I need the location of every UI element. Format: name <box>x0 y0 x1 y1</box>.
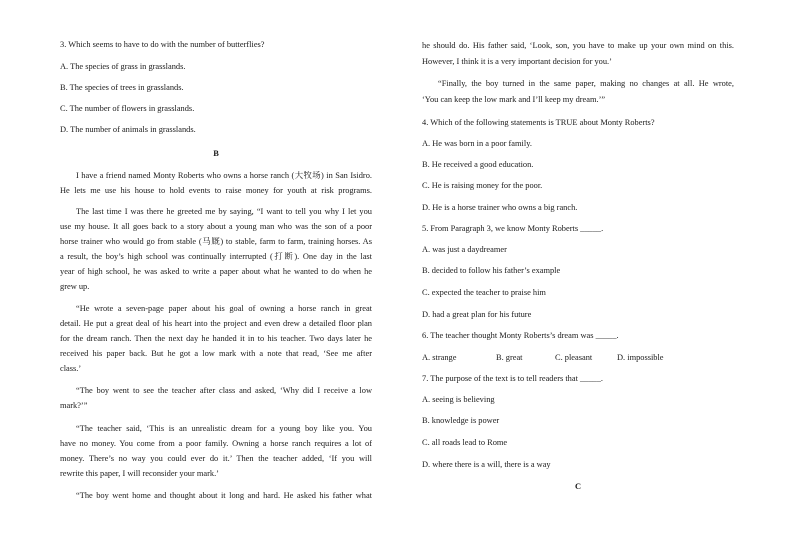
paragraph-3-line: detail. He put a great deal of his heart into the project and even drew a detailed floor plan <box>60 319 372 328</box>
question-5-option-a: A. was just a daydreamer <box>422 245 507 254</box>
question-7-option-d: D. where there is a will, there is a way <box>422 460 551 469</box>
paragraph-7-line: ‘You can keep the low mark and I’ll keep my dream.’” <box>422 95 606 104</box>
question-3-option-a: A. The species of grass in grasslands. <box>60 62 186 71</box>
paragraph-2-line: The last time I was there he greeted me by saying, “I want to tell you why I let you <box>76 207 372 216</box>
question-5-stem: 5. From Paragraph 3, we know Monty Roberts _____. <box>422 224 604 233</box>
question-4-stem: 4. Which of the following statements is TRUE about Monty Roberts? <box>422 118 655 127</box>
paragraph-3-line: received his paper back. But he got a low mark with a note that read, ‘See me after <box>60 349 372 358</box>
paragraph-4-line: “The boy went to see the teacher after class and asked, ‘Why did I receive a low <box>76 386 372 395</box>
paragraph-1-line: I have a friend named Monty Roberts who owns a horse ranch (大牧场) in San Isidro. <box>76 171 372 180</box>
paragraph-1-line: He lets me use his house to hold events to raise money for youth at risk programs. <box>60 186 372 195</box>
question-7-option-b: B. knowledge is power <box>422 416 500 425</box>
question-6-option-d: D. impossible <box>617 353 664 362</box>
question-4-option-b: B. He received a good education. <box>422 160 534 169</box>
question-7-option-a: A. seeing is believing <box>422 395 495 404</box>
question-4-option-c: C. He is raising money for the poor. <box>422 181 543 190</box>
paragraph-6-continued-line: he should do. His father said, ‘Look, son, you have to make up your own mind on this. <box>422 41 734 50</box>
paragraph-5-line: money. There’s no way you could ever do it.’ Then the teacher added, ‘If you will <box>60 454 372 463</box>
paragraph-2-line: use my house. It all goes back to a story about a young man who was the son of a poor <box>60 222 372 231</box>
question-4-option-a: A. He was born in a poor family. <box>422 139 532 148</box>
question-3-stem: 3. Which seems to have to do with the number of butterflies? <box>60 40 265 49</box>
paragraph-2-line: grew up. <box>60 282 90 291</box>
question-3-option-c: C. The number of flowers in grasslands. <box>60 104 195 113</box>
paragraph-6-continued-line: However, I think it is a very important decision for you.’ <box>422 57 612 66</box>
question-5-option-c: C. expected the teacher to praise him <box>422 288 546 297</box>
question-6-stem: 6. The teacher thought Monty Roberts’s dream was _____. <box>422 331 619 340</box>
paragraph-5-line: rewrite this paper, I will reconsider your mark.’ <box>60 469 219 478</box>
paragraph-5-line: “The teacher said, ‘This is an unrealistic dream for a young boy like you. You <box>76 424 372 433</box>
question-3-option-b: B. The species of trees in grasslands. <box>60 83 184 92</box>
paragraph-4-line: mark?’” <box>60 401 88 410</box>
paragraph-6-line: “The boy went home and thought about it long and hard. He asked his father what <box>76 491 372 500</box>
question-5-option-d: D. had a great plan for his future <box>422 310 532 319</box>
paragraph-3-line: for the dream ranch. Then the next day he handed it in to his teacher. Two days later he <box>60 334 372 343</box>
question-6-options <box>422 353 734 363</box>
paragraph-2-line: year of high school, he was asked to write a paper about what he wanted to do when he <box>60 267 372 276</box>
question-7-option-c: C. all roads lead to Rome <box>422 438 508 447</box>
question-7-stem: 7. The purpose of the text is to tell readers that _____. <box>422 374 604 383</box>
section-c-heading: C <box>574 482 582 491</box>
paragraph-3-line: “He wrote a seven-page paper about his goal of owning a horse ranch in great <box>76 304 372 313</box>
question-6-option-a: A. strange <box>422 353 457 362</box>
paragraph-7-line: “Finally, the boy turned in the same paper, making no changes at all. He wrote, <box>438 79 734 88</box>
paragraph-2-line: horse trainer who would go from stable (马厩) to stable, farm to farm, training horses. As <box>60 237 372 246</box>
question-6-option-b: B. great <box>496 353 523 362</box>
question-3-option-d: D. The number of animals in grasslands. <box>60 125 196 134</box>
question-4-option-d: D. He is a horse trainer who owns a big ranch. <box>422 203 578 212</box>
question-5-option-b: B. decided to follow his father’s example <box>422 266 561 275</box>
paragraph-2-line: a result, the boy’s high school was continually interrupted (打断). One day in the last <box>60 252 372 261</box>
paragraph-3-line: class.’ <box>60 364 82 373</box>
section-b-heading: B <box>213 149 219 158</box>
paragraph-5-line: have no money. You come from a poor family. Owning a horse ranch requires a lot of <box>60 439 372 448</box>
question-6-option-c: C. pleasant <box>555 353 593 362</box>
